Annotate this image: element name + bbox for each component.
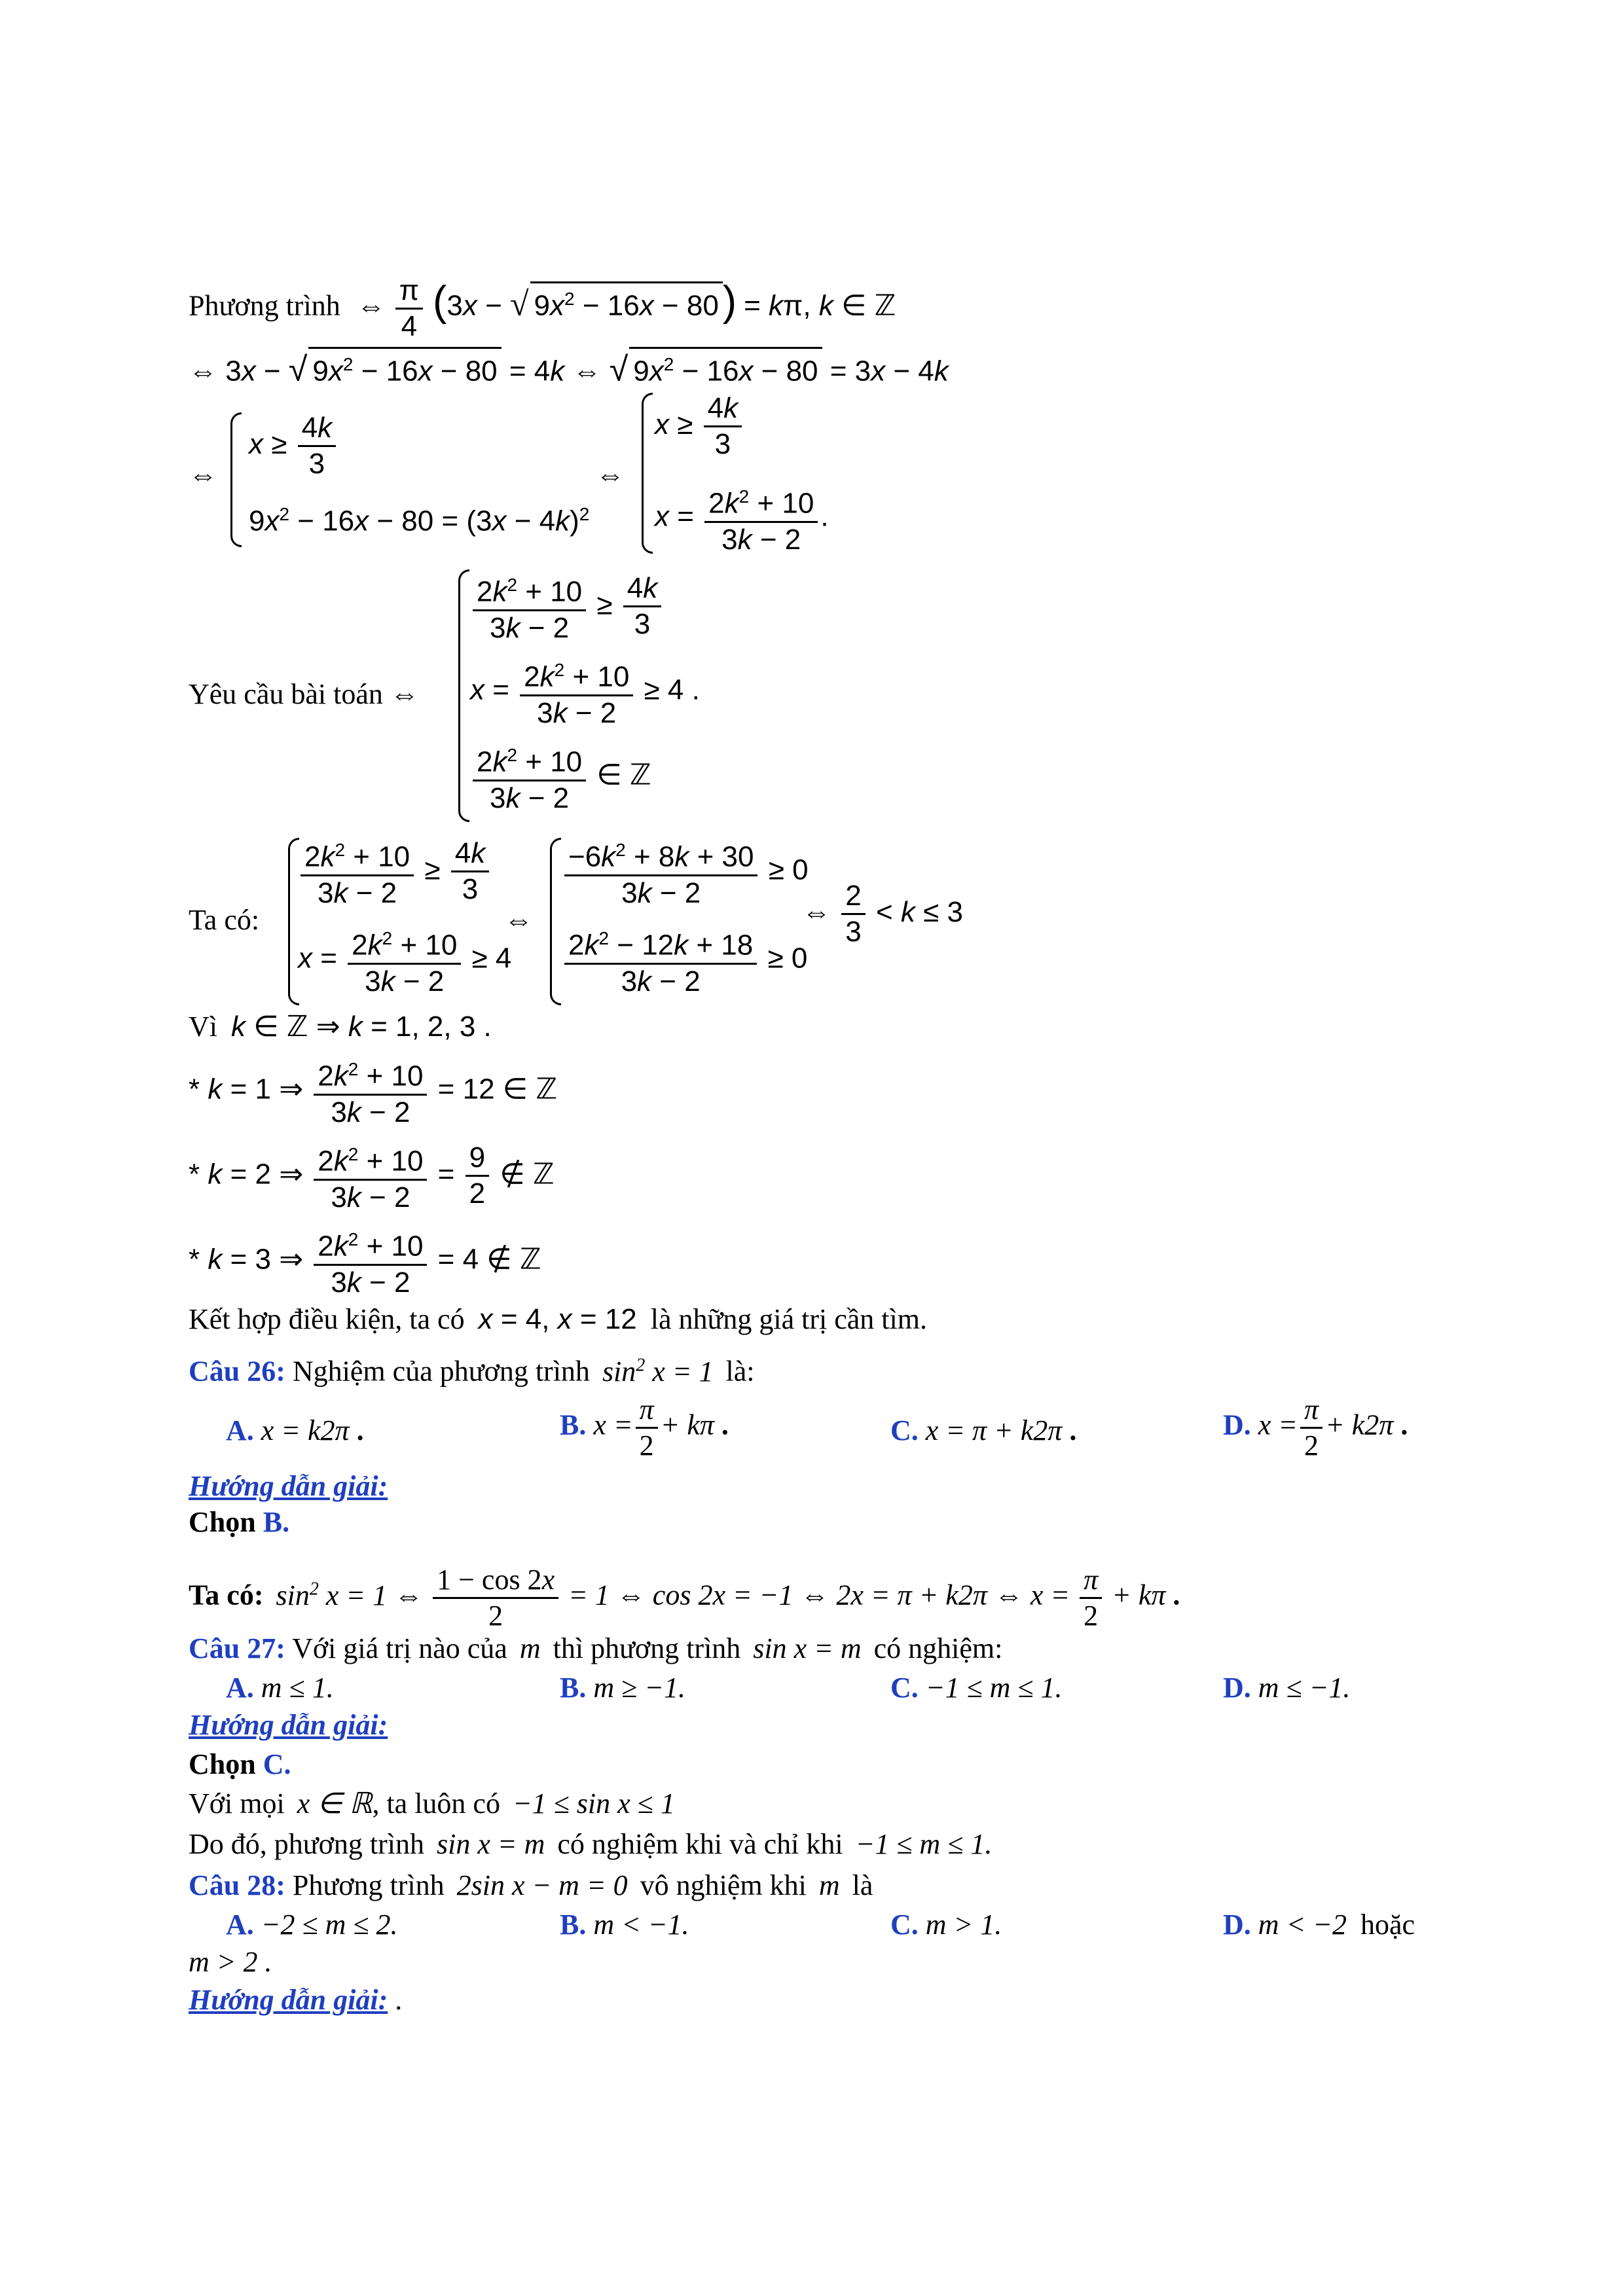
question-28: Câu 28: Phương trình 2sin x − m = 0 vô nghiệm khi m là xyxy=(189,1869,873,1901)
q26-option-c[interactable]: C. x = π + k2π . xyxy=(890,1414,1077,1446)
req-row-b: x = $\frac{2k^2 + 10}{3k - 2}$ ≥ 4 . xyxy=(470,655,700,729)
taco-row-c: $\frac{-6k^2 + 8k + 30}{3k - 2}$ ≥ 0 xyxy=(562,834,809,909)
question-number: Câu 27: xyxy=(189,1632,285,1664)
requirement-line: Yêu cầu bài toán ⇔ xyxy=(189,678,419,710)
equiv-arrow-taco: ⇔ xyxy=(504,904,533,936)
q26-option-d[interactable]: D. x = $\frac{\pi}{2}$ + k2π . xyxy=(1223,1393,1408,1462)
case-k2: * k = 2 ⇒ $\frac{2k^2 + 10}{3k - 2}$ = $\frac{9}{2}$ ∉ ℤ xyxy=(189,1139,555,1213)
text-yeu-cau: Yêu cầu bài toán xyxy=(189,678,383,710)
taco-result: ⇔ $\frac{2}{3}$ < k ≤ 3 xyxy=(802,880,963,948)
question-number: Câu 28: xyxy=(189,1869,285,1901)
text-phuong-trinh: Phương trình xyxy=(189,289,340,322)
equation-line-1: Phương trình ⇔ $\frac{\pi}{4}$ (3x − √ $9x^2 - 16x - 80) = k\pi$, k ∈ ℤ xyxy=(189,274,896,342)
taco-row-a: $\frac{2k^2 + 10}{3k - 2}$ ≥ $\frac{4k}{3}$ xyxy=(298,834,492,909)
system-brace xyxy=(458,569,469,822)
q26-option-a[interactable]: A. x = k2π . xyxy=(226,1414,364,1446)
equiv-arrow-3b: ⇔ xyxy=(596,459,625,491)
q27-option-d[interactable]: D. m ≤ −1. xyxy=(1223,1672,1351,1704)
equiv-arrow-3a: ⇔ xyxy=(189,459,217,491)
system1-row2: $9x^2 - 16x - 80 = (3x - 4k)^2$ xyxy=(249,504,590,537)
q27-solution-2: Do đó, phương trình sin x = m có nghiệm khi và chỉ khi −1 ≤ m ≤ 1. xyxy=(189,1828,993,1860)
q28-option-c[interactable]: C. m > 1. xyxy=(890,1909,1002,1941)
q27-option-b[interactable]: B. m ≥ −1. xyxy=(560,1672,685,1704)
q27-option-c[interactable]: C. −1 ≤ m ≤ 1. xyxy=(890,1672,1063,1704)
req-row-c: $\frac{2k^2 + 10}{3k - 2}$ ∈ ℤ xyxy=(470,740,651,814)
case-k3: * k = 3 ⇒ $\frac{2k^2 + 10}{3k - 2}$ = 4 ∉ ℤ xyxy=(189,1224,541,1299)
req-row-a: $\frac{2k^2 + 10}{3k - 2}$ ≥ $\frac{4k}{3}$ xyxy=(470,569,664,644)
system2-row1: x ≥ $\frac{4k}{3}$ xyxy=(655,393,744,460)
ta-co-line xyxy=(189,903,259,937)
conclusion-line: Kết hợp điều kiện, ta có x = 4, x = 12 là những giá trị cần tìm. xyxy=(189,1303,927,1335)
q26-solution: Ta có: $\sin^2 x = 1$ ⇔ $\frac{1 - \cos 2x}{2}$ = 1 ⇔ cos 2x = −1 ⇔ 2x = π + k2π ⇔ x = $\frac{\pi}{2}$ + kπ . xyxy=(189,1564,1180,1632)
question-number: Câu 26: xyxy=(189,1355,285,1388)
question-26: Câu 26: Nghiệm của phương trình $\sin^2 x = 1$ là: xyxy=(189,1355,755,1388)
q27-option-a[interactable]: A. m ≤ 1. xyxy=(226,1672,334,1704)
system2-row2: x = $\frac{2k^2 + 10}{3k - 2}$ . xyxy=(655,481,829,556)
q28-option-a[interactable]: A. −2 ≤ m ≤ 2. xyxy=(226,1909,398,1941)
q28-option-d[interactable]: D. m < −2 hoặc xyxy=(1223,1909,1415,1941)
text-vi: Vì xyxy=(189,1011,217,1043)
system-brace xyxy=(550,838,561,1005)
q26-hint-heading: Hướng dẫn giải: xyxy=(189,1470,388,1502)
q26-option-b[interactable]: B. x = $\frac{\pi}{2}$ + kπ . xyxy=(560,1393,729,1462)
q28-hint-heading: Hướng dẫn giải: . xyxy=(189,1984,403,2016)
system1-row1: x ≥ $\frac{4k}{3}$ xyxy=(249,412,338,480)
system-brace xyxy=(642,393,653,554)
question-27: Câu 27: Với giá trị nào của m thì phương trình sin x = m có nghiệm: xyxy=(189,1632,1003,1664)
q27-solution-1: Với mọi x ∈ ℝ, ta luôn có −1 ≤ sin x ≤ 1 xyxy=(189,1787,675,1820)
q28-option-d-continued: m > 2 . xyxy=(189,1946,272,1978)
q27-answer: Chọn C. xyxy=(189,1748,291,1780)
q26-answer: Chọn B. xyxy=(189,1506,290,1538)
system-brace xyxy=(230,412,242,547)
case-k1: * k = 1 ⇒ $\frac{2k^2 + 10}{3k - 2}$ = 12 ∈ ℤ xyxy=(189,1054,557,1128)
q28-option-b[interactable]: B. m < −1. xyxy=(560,1909,689,1941)
text-ta-co: Ta có: xyxy=(189,904,260,936)
taco-row-d: $\frac{2k^2 - 12k + 18}{3k - 2}$ ≥ 0 xyxy=(562,923,807,997)
vi-line: Vì k ∈ ℤ ⇒ k = 1, 2, 3 . xyxy=(189,1011,492,1043)
taco-row-b: x = $\frac{2k^2 + 10}{3k - 2}$ ≥ 4 xyxy=(298,923,511,997)
q27-hint-heading: Hướng dẫn giải: xyxy=(189,1709,388,1741)
equation-line-2: ⇔ 3x − √ $9x^2 - 16x - 80 = 4k$ ⇔ √ $9x^2 - 16x - 80 = 3x - 4k$ xyxy=(189,347,949,389)
